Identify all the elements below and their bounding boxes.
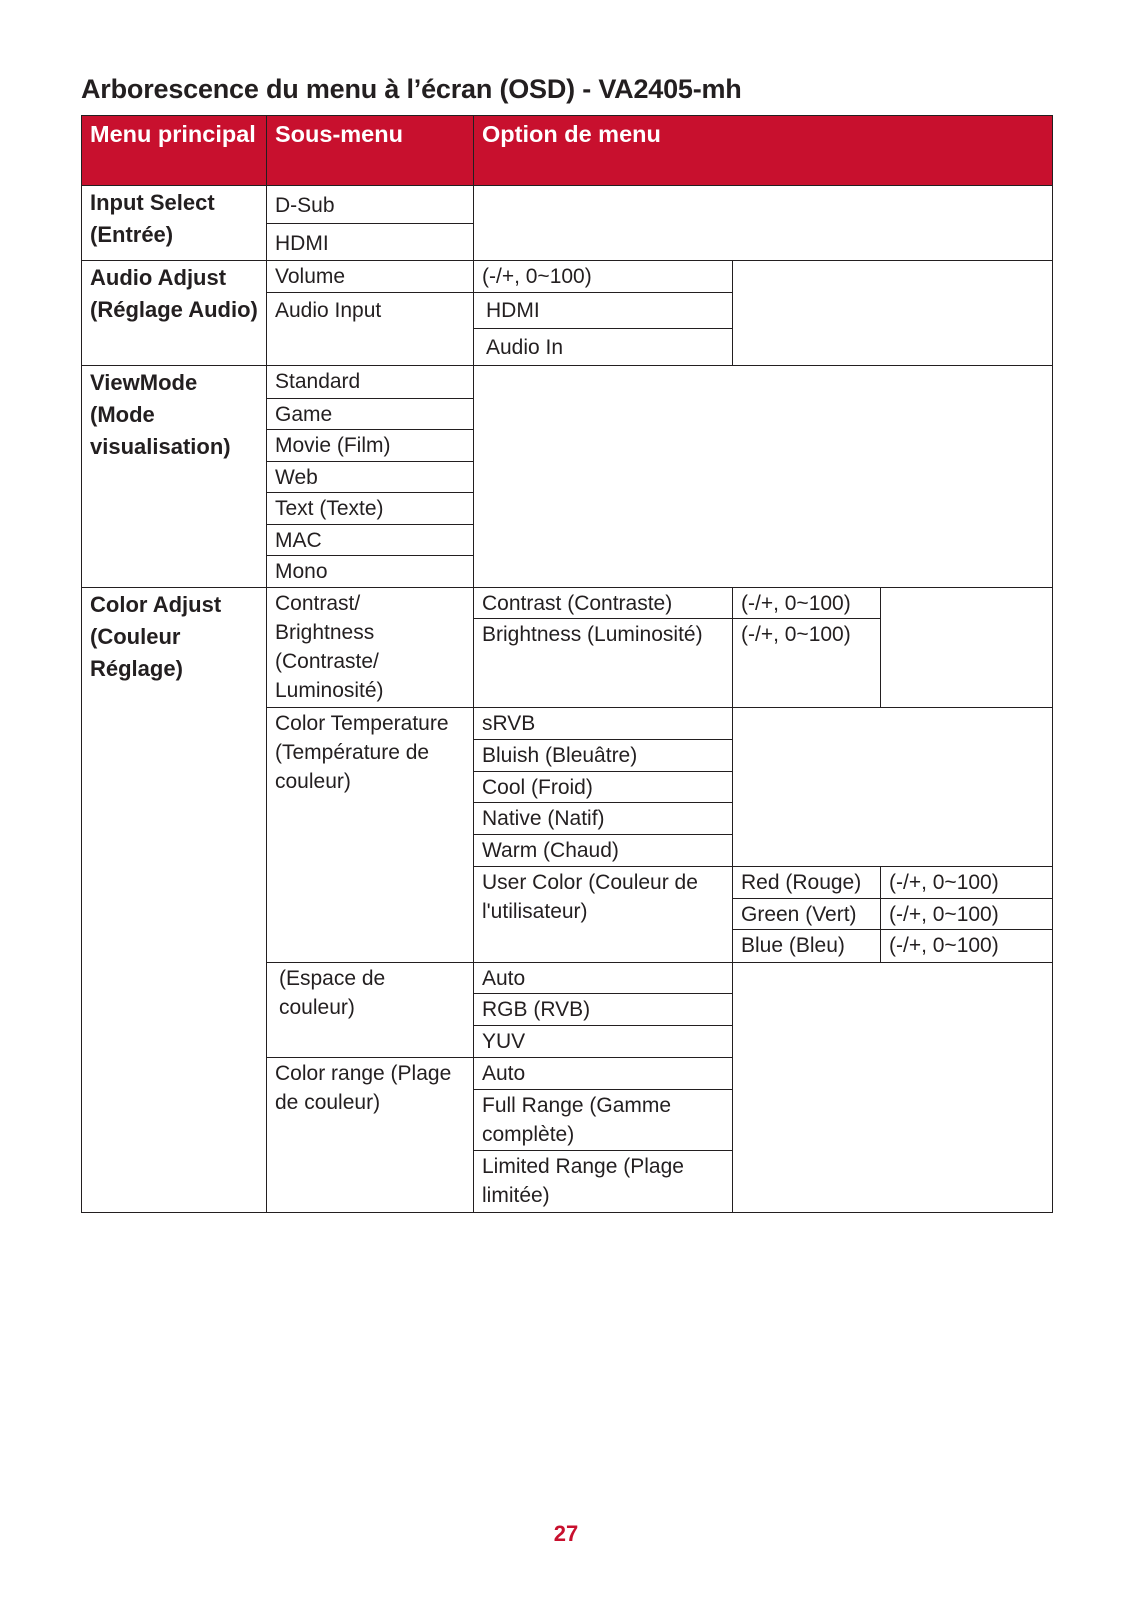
empty-cell: [733, 261, 1053, 366]
table-header-row: [82, 116, 1053, 186]
empty-cell: [474, 186, 1053, 261]
option-item: Brightness (Luminosité): [474, 619, 733, 707]
option-item: Audio In: [474, 329, 733, 366]
option-item: Auto: [474, 962, 733, 994]
table-row: [82, 186, 1053, 224]
option-item: Limited Range (Plage limitée): [474, 1150, 733, 1212]
option-item: (-/+, 0~100): [474, 261, 733, 293]
submenu-item: Mono: [267, 556, 474, 588]
option-item: Native (Natif): [474, 803, 733, 835]
table-row: [82, 366, 1053, 399]
submenu-item: Web: [267, 461, 474, 493]
channel-range: (-/+, 0~100): [881, 898, 1053, 930]
option-item: YUV: [474, 1025, 733, 1058]
submenu-item: MAC: [267, 524, 474, 556]
option-item: Cool (Froid): [474, 771, 733, 803]
header-menu-option: Option de menu: [474, 116, 1053, 186]
option-item: Auto: [474, 1058, 733, 1090]
osd-menu-tree-table: [81, 115, 1053, 1213]
option-range: (-/+, 0~100): [733, 619, 881, 707]
empty-cell: [733, 962, 1053, 1212]
option-item: Contrast (Contraste): [474, 587, 733, 619]
page-number: 27: [553, 1521, 579, 1546]
empty-cell: [474, 366, 1053, 588]
main-menu-input-select: Input Select (Entrée): [82, 186, 267, 261]
option-item: RGB (RVB): [474, 994, 733, 1026]
option-item: HDMI: [474, 292, 733, 329]
header-main-menu: Menu principal: [82, 116, 267, 186]
submenu-item: HDMI: [267, 223, 474, 261]
channel-range: (-/+, 0~100): [881, 867, 1053, 899]
option-item: sRVB: [474, 707, 733, 740]
table-row: [82, 261, 1053, 293]
option-item: Full Range (Gamme complète): [474, 1089, 733, 1150]
channel-label: Green (Vert): [733, 898, 881, 930]
option-range: (-/+, 0~100): [733, 587, 881, 619]
page-title: Arborescence du menu à l’écran (OSD) - VA2405-mh: [81, 74, 742, 104]
header-sub-menu: Sous-menu: [267, 116, 474, 186]
submenu-item: Movie (Film): [267, 430, 474, 462]
submenu-item: Audio Input: [267, 292, 474, 365]
channel-label: Blue (Bleu): [733, 930, 881, 963]
submenu-item: Color Temperature (Température de couleur): [267, 707, 474, 962]
option-item: User Color (Couleur de l'utilisateur): [474, 867, 733, 963]
main-menu-viewmode: ViewMode (Mode visualisation): [82, 366, 267, 588]
submenu-item: Contrast/ Brightness (Contraste/ Luminosité): [267, 587, 474, 707]
option-item: Bluish (Bleuâtre): [474, 740, 733, 772]
empty-cell: [881, 587, 1053, 707]
table-row: [82, 587, 1053, 619]
main-menu-audio-adjust: Audio Adjust (Réglage Audio): [82, 261, 267, 366]
empty-cell: [733, 707, 1053, 867]
submenu-item: Game: [267, 398, 474, 430]
submenu-item: D-Sub: [267, 186, 474, 224]
main-menu-color-adjust: Color Adjust (Couleur Réglage): [82, 587, 267, 1212]
channel-range: (-/+, 0~100): [881, 930, 1053, 963]
option-item: Warm (Chaud): [474, 834, 733, 867]
channel-label: Red (Rouge): [733, 867, 881, 899]
submenu-item: Standard: [267, 366, 474, 399]
submenu-item: (Espace de couleur): [267, 962, 474, 1058]
submenu-item: Color range (Plage de couleur): [267, 1058, 474, 1213]
submenu-item: Text (Texte): [267, 493, 474, 525]
submenu-item: Volume: [267, 261, 474, 293]
